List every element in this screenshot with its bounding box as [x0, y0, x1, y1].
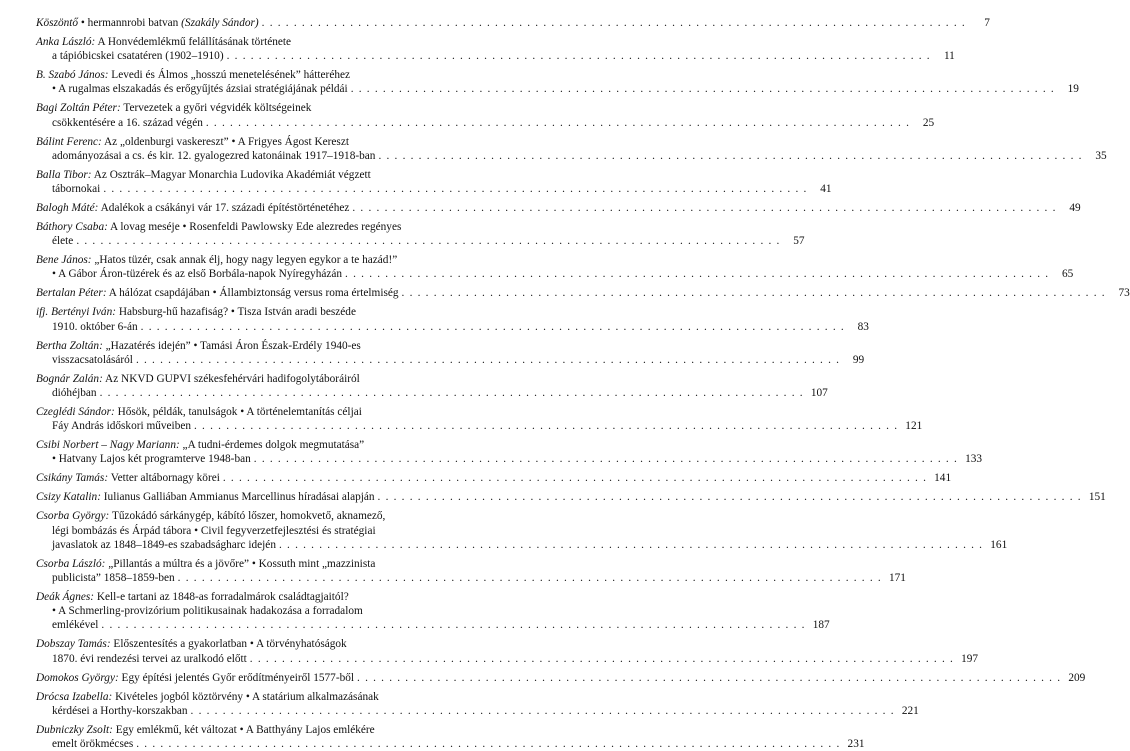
toc-entry-first-line — [36, 509, 526, 523]
toc-entry — [36, 490, 1106, 504]
toc-entry-first-line — [36, 135, 526, 149]
toc-entry-text — [52, 49, 224, 63]
page-number: 141 — [934, 472, 952, 485]
toc-entry-text — [52, 419, 191, 433]
toc-entry — [36, 168, 832, 196]
dot-leader: . . . . . . . . . . . . . . . . . . . . . . . . . . . . . . . . . . . . . . . . . . . . . . . . . . . . . . . . . . . . . . . . . . . . . . . . . . . . . . . . . . . . . . . . — [345, 268, 1050, 281]
toc-entry-text — [52, 267, 342, 281]
toc-entry-continuation-line — [36, 49, 955, 63]
dot-leader: . . . . . . . . . . . . . . . . . . . . . . . . . . . . . . . . . . . . . . . . . . . . . . . . . . . . . . . . . . . . . . . . . . . . . . . . . . . . . . . . . . . . . . . . — [135, 353, 841, 366]
toc-entry — [36, 35, 955, 63]
dot-leader: . . . . . . . . . . . . . . . . . . . . . . . . . . . . . . . . . . . . . . . . . . . . . . . . . . . . . . . . . . . . . . . . . . . . . . . . . . . . . . . . . . . . . . . . — [205, 116, 911, 129]
toc-entry-text — [52, 604, 363, 618]
dot-leader: . . . . . . . . . . . . . . . . . . . . . . . . . . . . . . . . . . . . . . . . . . . . . . . . . . . . . . . . . . . . . . . . . . . . . . . . . . . . . . . . . . . . . . . . — [190, 704, 895, 717]
toc-entry-first-line — [36, 68, 526, 82]
toc-title: • Hatvany Lajos két programterve 1948-ban — [52, 453, 251, 466]
toc-entry-text — [52, 234, 73, 248]
toc-title: Előszentesítés a gyakorlatban • A törvényhatóságok — [110, 638, 347, 651]
toc-entry — [36, 135, 1107, 163]
dot-leader: . . . . . . . . . . . . . . . . . . . . . . . . . . . . . . . . . . . . . . . . . . . . . . . . . . . . . . . . . . . . . . . . . . . . . . . . . . . . . . . . . . . . . . . . — [352, 202, 1057, 215]
dot-leader: . . . . . . . . . . . . . . . . . . . . . . . . . . . . . . . . . . . . . . . . . . . . . . . . . . . . . . . . . . . . . . . . . . . . . . . . . . . . . . . . . . . . . . . . — [249, 652, 955, 665]
toc-entry-first-line — [36, 220, 526, 234]
page-number: 65 — [1062, 268, 1074, 281]
dot-leader: . . . . . . . . . . . . . . . . . . . . . . . . . . . . . . . . . . . . . . . . . . . . . . . . . . . . . . . . . . . . . . . . . . . . . . . . . . . . . . . . . . . . . . . . — [378, 149, 1083, 162]
toc-entry — [36, 253, 1074, 281]
toc-entry-text — [36, 68, 350, 82]
toc-entry-first-line — [36, 671, 1086, 685]
page-number: 35 — [1095, 149, 1107, 162]
toc-title: a tápióbicskei csatatéren (1902–1910) — [52, 50, 224, 63]
toc-entry-text — [36, 168, 371, 182]
page-number: 57 — [793, 235, 805, 248]
page-number: 171 — [888, 572, 906, 585]
toc-title: Kell-e tartani az 1848-as forradalmárok családtagjaitól? — [94, 591, 349, 604]
dot-leader: . . . . . . . . . . . . . . . . . . . . . . . . . . . . . . . . . . . . . . . . . . . . . . . . . . . . . . . . . . . . . . . . . . . . . . . . . . . . . . . . . . . . . . . . — [357, 671, 1062, 684]
dot-leader: . . . . . . . . . . . . . . . . . . . . . . . . . . . . . . . . . . . . . . . . . . . . . . . . . . . . . . . . . . . . . . . . . . . . . . . . . . . . . . . . . . . . . . . . — [76, 235, 781, 248]
toc-author: Bertha Zoltán: — [36, 339, 103, 352]
toc-title: „Hazatérés idején” • Tamási Áron Észak-Erdély 1940-es — [102, 339, 361, 352]
toc-author: Domokos György: — [36, 671, 119, 684]
toc-entry-continuation-line — [36, 737, 865, 751]
toc-entry — [36, 101, 935, 129]
toc-title: Az Osztrák–Magyar Monarchia Ludovika Akadémiát végzett — [91, 168, 371, 181]
toc-author: Balla Tibor: — [36, 168, 92, 181]
dot-leader: . . . . . . . . . . . . . . . . . . . . . . . . . . . . . . . . . . . . . . . . . . . . . . . . . . . . . . . . . . . . . . . . . . . . . . . . . . . . . . . . . . . . . . . . — [103, 183, 808, 196]
toc-entry-first-line — [36, 557, 526, 571]
toc-title: • hermannrobi batvan — [78, 17, 182, 29]
toc-entry-continuation-line — [36, 116, 935, 130]
toc-title: tábornokai — [52, 183, 101, 196]
toc-entry — [36, 590, 830, 633]
toc-entry-text — [52, 452, 251, 466]
toc-entry-first-line — [36, 101, 526, 115]
page-number: 187 — [812, 619, 830, 632]
toc-entry-continuation-line — [36, 524, 526, 538]
dot-leader: . . . . . . . . . . . . . . . . . . . . . . . . . . . . . . . . . . . . . . . . . . . . . . . . . . . . . . . . . . . . . . . . . . . . . . . . . . . . . . . . . . . . . . . . — [140, 320, 845, 333]
toc-author: Dubniczky Zsolt: — [36, 723, 113, 736]
toc-author: Deák Ágnes: — [36, 591, 95, 604]
toc-entry-text — [36, 253, 397, 267]
toc-entry — [36, 438, 983, 466]
toc-title: légi bombázás és Árpád tábora • Civil fegyverzetfejlesztési és stratégiai — [52, 524, 376, 537]
toc-author: Balogh Máté: — [36, 202, 99, 215]
page-number: 25 — [922, 116, 935, 129]
toc-entry-first-line — [36, 471, 952, 485]
toc-entry — [36, 637, 979, 665]
toc-entry-first-line — [36, 16, 990, 30]
toc-entry — [36, 471, 952, 485]
dot-leader: . . . . . . . . . . . . . . . . . . . . . . . . . . . . . . . . . . . . . . . . . . . . . . . . . . . . . . . . . . . . . . . . . . . . . . . . . . . . . . . . . . . . . . . . — [194, 420, 899, 433]
page-number: 49 — [1069, 202, 1081, 215]
toc-entry — [36, 509, 1008, 552]
toc-entry — [36, 16, 990, 30]
toc-title: A Honvédemlékmű felállításának története — [95, 36, 292, 48]
toc-title: „A tudni-érdemes dolgok megmutatása” — [179, 439, 365, 452]
toc-title: • A rugalmas elszakadás és erőgyűjtés ázsiai stratégiájának példái — [52, 83, 348, 96]
toc-entry-text — [36, 690, 379, 704]
toc-entry — [36, 305, 869, 333]
toc-title: Habsburg-hű hazafiság? • Tisza István aradi beszéde — [116, 306, 356, 319]
toc-title: Iulianus Galliában Ammianus Marcellinus híradásai alapján — [100, 491, 375, 504]
toc-entry — [36, 339, 865, 367]
toc-entry-text — [36, 557, 375, 571]
toc-entry-text — [36, 723, 375, 737]
toc-entry-text — [52, 320, 138, 334]
page-number: 231 — [847, 738, 865, 751]
page-number: 19 — [1067, 83, 1079, 96]
toc-entry-first-line — [36, 590, 526, 604]
toc-author: Bertalan Péter: — [36, 287, 107, 300]
toc-entry — [36, 671, 1086, 685]
toc-title: élete — [52, 235, 74, 248]
toc-entry-continuation-line — [36, 182, 832, 196]
toc-author: Drócsa Izabella: — [36, 690, 113, 703]
toc-entry-text — [36, 372, 360, 386]
toc-entry-text — [36, 637, 347, 651]
toc-entry-text — [52, 524, 376, 538]
toc-entry-first-line — [36, 201, 1081, 215]
toc-entry-continuation-line — [36, 618, 830, 632]
toc-entry-first-line — [36, 637, 526, 651]
toc-entry-text — [36, 490, 375, 504]
toc-entry-continuation-line — [36, 320, 869, 334]
toc-entry-text — [36, 438, 364, 452]
toc-entry-text — [36, 16, 259, 30]
toc-entry — [36, 723, 865, 751]
toc-entry-continuation-line — [36, 652, 979, 666]
toc-title: Fáy András időskori műveiben — [52, 420, 191, 433]
dot-leader: . . . . . . . . . . . . . . . . . . . . . . . . . . . . . . . . . . . . . . . . . . . . . . . . . . . . . . . . . . . . . . . . . . . . . . . . . . . . . . . . . . . . . . . . — [377, 491, 1082, 504]
toc-author: Csorba György: — [36, 510, 110, 523]
toc-entry-first-line — [36, 286, 1130, 300]
toc-author: Köszöntő — [36, 17, 79, 29]
toc-title: adományozásai a cs. és kir. 12. gyalogezred katonáinak 1917–1918-ban — [52, 149, 376, 162]
toc-entry-text — [52, 149, 375, 163]
dot-leader: . . . . . . . . . . . . . . . . . . . . . . . . . . . . . . . . . . . . . . . . . . . . . . . . . . . . . . . . . . . . . . . . . . . . . . . . . . . . . . . . . . . . . . . . — [401, 287, 1106, 300]
toc-entry-continuation-line — [36, 538, 1008, 552]
page-number: 221 — [901, 704, 919, 717]
toc-entry-text — [36, 339, 361, 353]
toc-title: kérdései a Horthy-korszakban — [52, 704, 188, 717]
toc-author: Csorba László: — [36, 557, 106, 570]
toc-entry-first-line — [36, 339, 526, 353]
toc-title: Egy emlékmű, két változat • A Batthyány Lajos emlékére — [112, 723, 375, 736]
toc-entry-text — [52, 353, 133, 367]
toc-entry-first-line — [36, 405, 526, 419]
toc-title: emlékével — [52, 619, 99, 632]
toc-entry-text — [36, 101, 311, 115]
toc-author: ifj. Bertényi Iván: — [36, 306, 116, 319]
table-of-contents — [36, 16, 1130, 751]
toc-entry-continuation-line — [36, 571, 906, 585]
toc-author: Báthory Csaba: — [36, 221, 108, 234]
toc-author: Csibi Norbert – Nagy Mariann: — [36, 439, 180, 452]
toc-entry-text — [52, 737, 133, 751]
toc-entry-continuation-line — [36, 82, 1079, 96]
toc-entry — [36, 68, 1079, 96]
toc-author: Dobszay Tamás: — [36, 638, 111, 651]
toc-title: „Hatos tüzér, csak annak élj, hogy nagy legyen egykor a te hazád!” — [91, 254, 398, 267]
toc-entry-continuation-line — [36, 604, 526, 618]
toc-entry-text — [52, 571, 175, 585]
toc-entry-text — [36, 671, 354, 685]
toc-entry-first-line — [36, 690, 526, 704]
toc-title: • A Schmerling-provizórium politikusainak hadakozása a forradalom — [52, 605, 363, 618]
page-number: 99 — [852, 353, 865, 366]
dot-leader: . . . . . . . . . . . . . . . . . . . . . . . . . . . . . . . . . . . . . . . . . . . . . . . . . . . . . . . . . . . . . . . . . . . . . . . . . . . . . . . . . . . . . . . . — [278, 538, 984, 551]
toc-author: Bagi Zoltán Péter: — [36, 102, 121, 115]
toc-entry-text — [52, 652, 247, 666]
toc-entry-continuation-line — [36, 149, 1107, 163]
dot-leader: . . . . . . . . . . . . . . . . . . . . . . . . . . . . . . . . . . . . . . . . . . . . . . . . . . . . . . . . . . . . . . . . . . . . . . . . . . . . . . . . . . . . . . . . — [261, 17, 966, 29]
toc-editor: (Szakály Sándor) — [181, 17, 259, 29]
toc-author: Czeglédi Sándor: — [36, 406, 115, 419]
toc-entry-text — [36, 35, 291, 49]
toc-title: csökkentésére a 16. század végén — [52, 116, 203, 129]
toc-entry-first-line — [36, 253, 526, 267]
toc-entry-first-line — [36, 372, 526, 386]
page-number: 209 — [1068, 671, 1086, 684]
toc-entry — [36, 405, 923, 433]
toc-entry-text — [36, 509, 385, 523]
page-number: 151 — [1088, 491, 1106, 504]
toc-title: publicista” 1858–1859-ben — [52, 572, 175, 585]
toc-title: emelt örökmécses — [52, 738, 134, 751]
toc-entry-text — [36, 201, 349, 215]
toc-title: Tűzokádó sárkánygép, kábító lőszer, homokvető, aknamező, — [109, 510, 386, 523]
toc-title: visszacsatolásáról — [52, 353, 133, 366]
page-number: 197 — [961, 652, 979, 665]
dot-leader: . . . . . . . . . . . . . . . . . . . . . . . . . . . . . . . . . . . . . . . . . . . . . . . . . . . . . . . . . . . . . . . . . . . . . . . . . . . . . . . . . . . . . . . . — [253, 453, 959, 466]
toc-author: Csizy Katalin: — [36, 491, 101, 504]
page-number: 83 — [857, 320, 869, 333]
toc-entry — [36, 220, 805, 248]
toc-title: Adalékok a csákányi vár 17. századi építéstörténetéhez — [98, 202, 350, 215]
toc-entry — [36, 557, 906, 585]
toc-entry-text — [36, 220, 401, 234]
dot-leader: . . . . . . . . . . . . . . . . . . . . . . . . . . . . . . . . . . . . . . . . . . . . . . . . . . . . . . . . . . . . . . . . . . . . . . . . . . . . . . . . . . . . . . . . — [101, 619, 806, 632]
toc-entry-continuation-line — [36, 353, 865, 367]
toc-entry-continuation-line — [36, 267, 1074, 281]
toc-title: • A Gábor Áron-tüzérek és az első Borbála-napok Nyíregyházán — [52, 268, 343, 281]
toc-entry-continuation-line — [36, 452, 983, 466]
toc-author: B. Szabó János: — [36, 69, 109, 82]
toc-entry — [36, 690, 919, 718]
toc-entry-continuation-line — [36, 704, 919, 718]
toc-title: Az „oldenburgi vaskereszt” • A Frigyes Ágost Kereszt — [101, 135, 349, 148]
page-number: 107 — [810, 387, 828, 400]
page-number: 161 — [990, 538, 1008, 551]
toc-entry-text — [52, 82, 348, 96]
toc-title: Egy építési jelentés Győr erődítményeiről 1577-ből — [118, 671, 355, 684]
toc-entry-text — [36, 135, 349, 149]
toc-entry-continuation-line — [36, 234, 805, 248]
toc-title: Levedi és Álmos „hosszú menetelésének” hátteréhez — [108, 69, 351, 82]
toc-title: A hálózat csapdájában • Állambiztonság versus roma értelmiség — [106, 287, 399, 300]
toc-entry-text — [52, 704, 188, 718]
toc-entry-first-line — [36, 35, 526, 49]
toc-title: Az NKVD GUPVI székesfehérvári hadifogolytáboráiról — [102, 372, 360, 385]
toc-entry-first-line — [36, 305, 526, 319]
page-number: 11 — [943, 50, 955, 63]
dot-leader: . . . . . . . . . . . . . . . . . . . . . . . . . . . . . . . . . . . . . . . . . . . . . . . . . . . . . . . . . . . . . . . . . . . . . . . . . . . . . . . . . . . . . . . . — [136, 738, 841, 751]
toc-entry-text — [36, 305, 356, 319]
toc-entry-text — [52, 618, 98, 632]
dot-leader: . . . . . . . . . . . . . . . . . . . . . . . . . . . . . . . . . . . . . . . . . . . . . . . . . . . . . . . . . . . . . . . . . . . . . . . . . . . . . . . . . . . . . . . . — [350, 83, 1055, 96]
toc-entry-first-line — [36, 490, 1106, 504]
toc-entry — [36, 372, 828, 400]
toc-author: Bálint Ferenc: — [36, 135, 102, 148]
page-number: 7 — [984, 17, 990, 29]
toc-title: A lovag meséje • Rosenfeldi Pawlowsky Ede alezredes regényes — [107, 221, 402, 234]
dot-leader: . . . . . . . . . . . . . . . . . . . . . . . . . . . . . . . . . . . . . . . . . . . . . . . . . . . . . . . . . . . . . . . . . . . . . . . . . . . . . . . . . . . . . . . . — [177, 572, 882, 585]
toc-entry-text — [36, 286, 399, 300]
toc-title: Tervezetek a győri végvidék költségeinek — [120, 102, 312, 115]
toc-entry-first-line — [36, 438, 526, 452]
toc-entry-continuation-line — [36, 386, 828, 400]
toc-title: Hősök, példák, tanulságok • A történelemtanítás céljai — [114, 406, 362, 419]
toc-entry-text — [36, 471, 220, 485]
page-number: 121 — [905, 420, 923, 433]
toc-title: dióhéjban — [52, 387, 97, 400]
toc-entry-text — [52, 538, 276, 552]
toc-author: Bognár Zalán: — [36, 372, 103, 385]
toc-title: javaslatok az 1848–1849-es szabadságharc idején — [52, 538, 276, 551]
toc-entry-first-line — [36, 723, 526, 737]
toc-title: Kivételes jogból köztörvény • A statárium alkalmazásának — [112, 690, 379, 703]
toc-author: Csikány Tamás: — [36, 472, 109, 485]
toc-author: Anka László: — [36, 36, 96, 48]
toc-entry-text — [52, 386, 97, 400]
page-number: 41 — [820, 183, 832, 196]
toc-entry-continuation-line — [36, 419, 923, 433]
toc-title: 1910. október 6-án — [52, 320, 138, 333]
toc-title: 1870. évi rendezési tervei az uralkodó előtt — [52, 652, 247, 665]
toc-entry-text — [52, 182, 100, 196]
dot-leader: . . . . . . . . . . . . . . . . . . . . . . . . . . . . . . . . . . . . . . . . . . . . . . . . . . . . . . . . . . . . . . . . . . . . . . . . . . . . . . . . . . . . . . . . — [99, 387, 804, 400]
toc-entry-text — [36, 590, 349, 604]
toc-entry-first-line — [36, 168, 526, 182]
dot-leader: . . . . . . . . . . . . . . . . . . . . . . . . . . . . . . . . . . . . . . . . . . . . . . . . . . . . . . . . . . . . . . . . . . . . . . . . . . . . . . . . . . . . . . . . — [226, 50, 931, 63]
page-number: 73 — [1118, 287, 1130, 300]
page-number: 133 — [965, 453, 983, 466]
toc-author: Bene János: — [36, 254, 92, 267]
toc-title: Vetter altábornagy körei — [108, 472, 220, 485]
toc-title: „Pillantás a múltra és a jövőre” • Kossuth mint „mazzinista — [105, 557, 376, 570]
toc-entry — [36, 286, 1130, 300]
toc-entry-text — [52, 116, 203, 130]
toc-entry-text — [36, 405, 362, 419]
toc-entry — [36, 201, 1081, 215]
dot-leader: . . . . . . . . . . . . . . . . . . . . . . . . . . . . . . . . . . . . . . . . . . . . . . . . . . . . . . . . . . . . . . . . . . . . . . . . . . . . . . . . . . . . . . . . — [222, 472, 928, 485]
